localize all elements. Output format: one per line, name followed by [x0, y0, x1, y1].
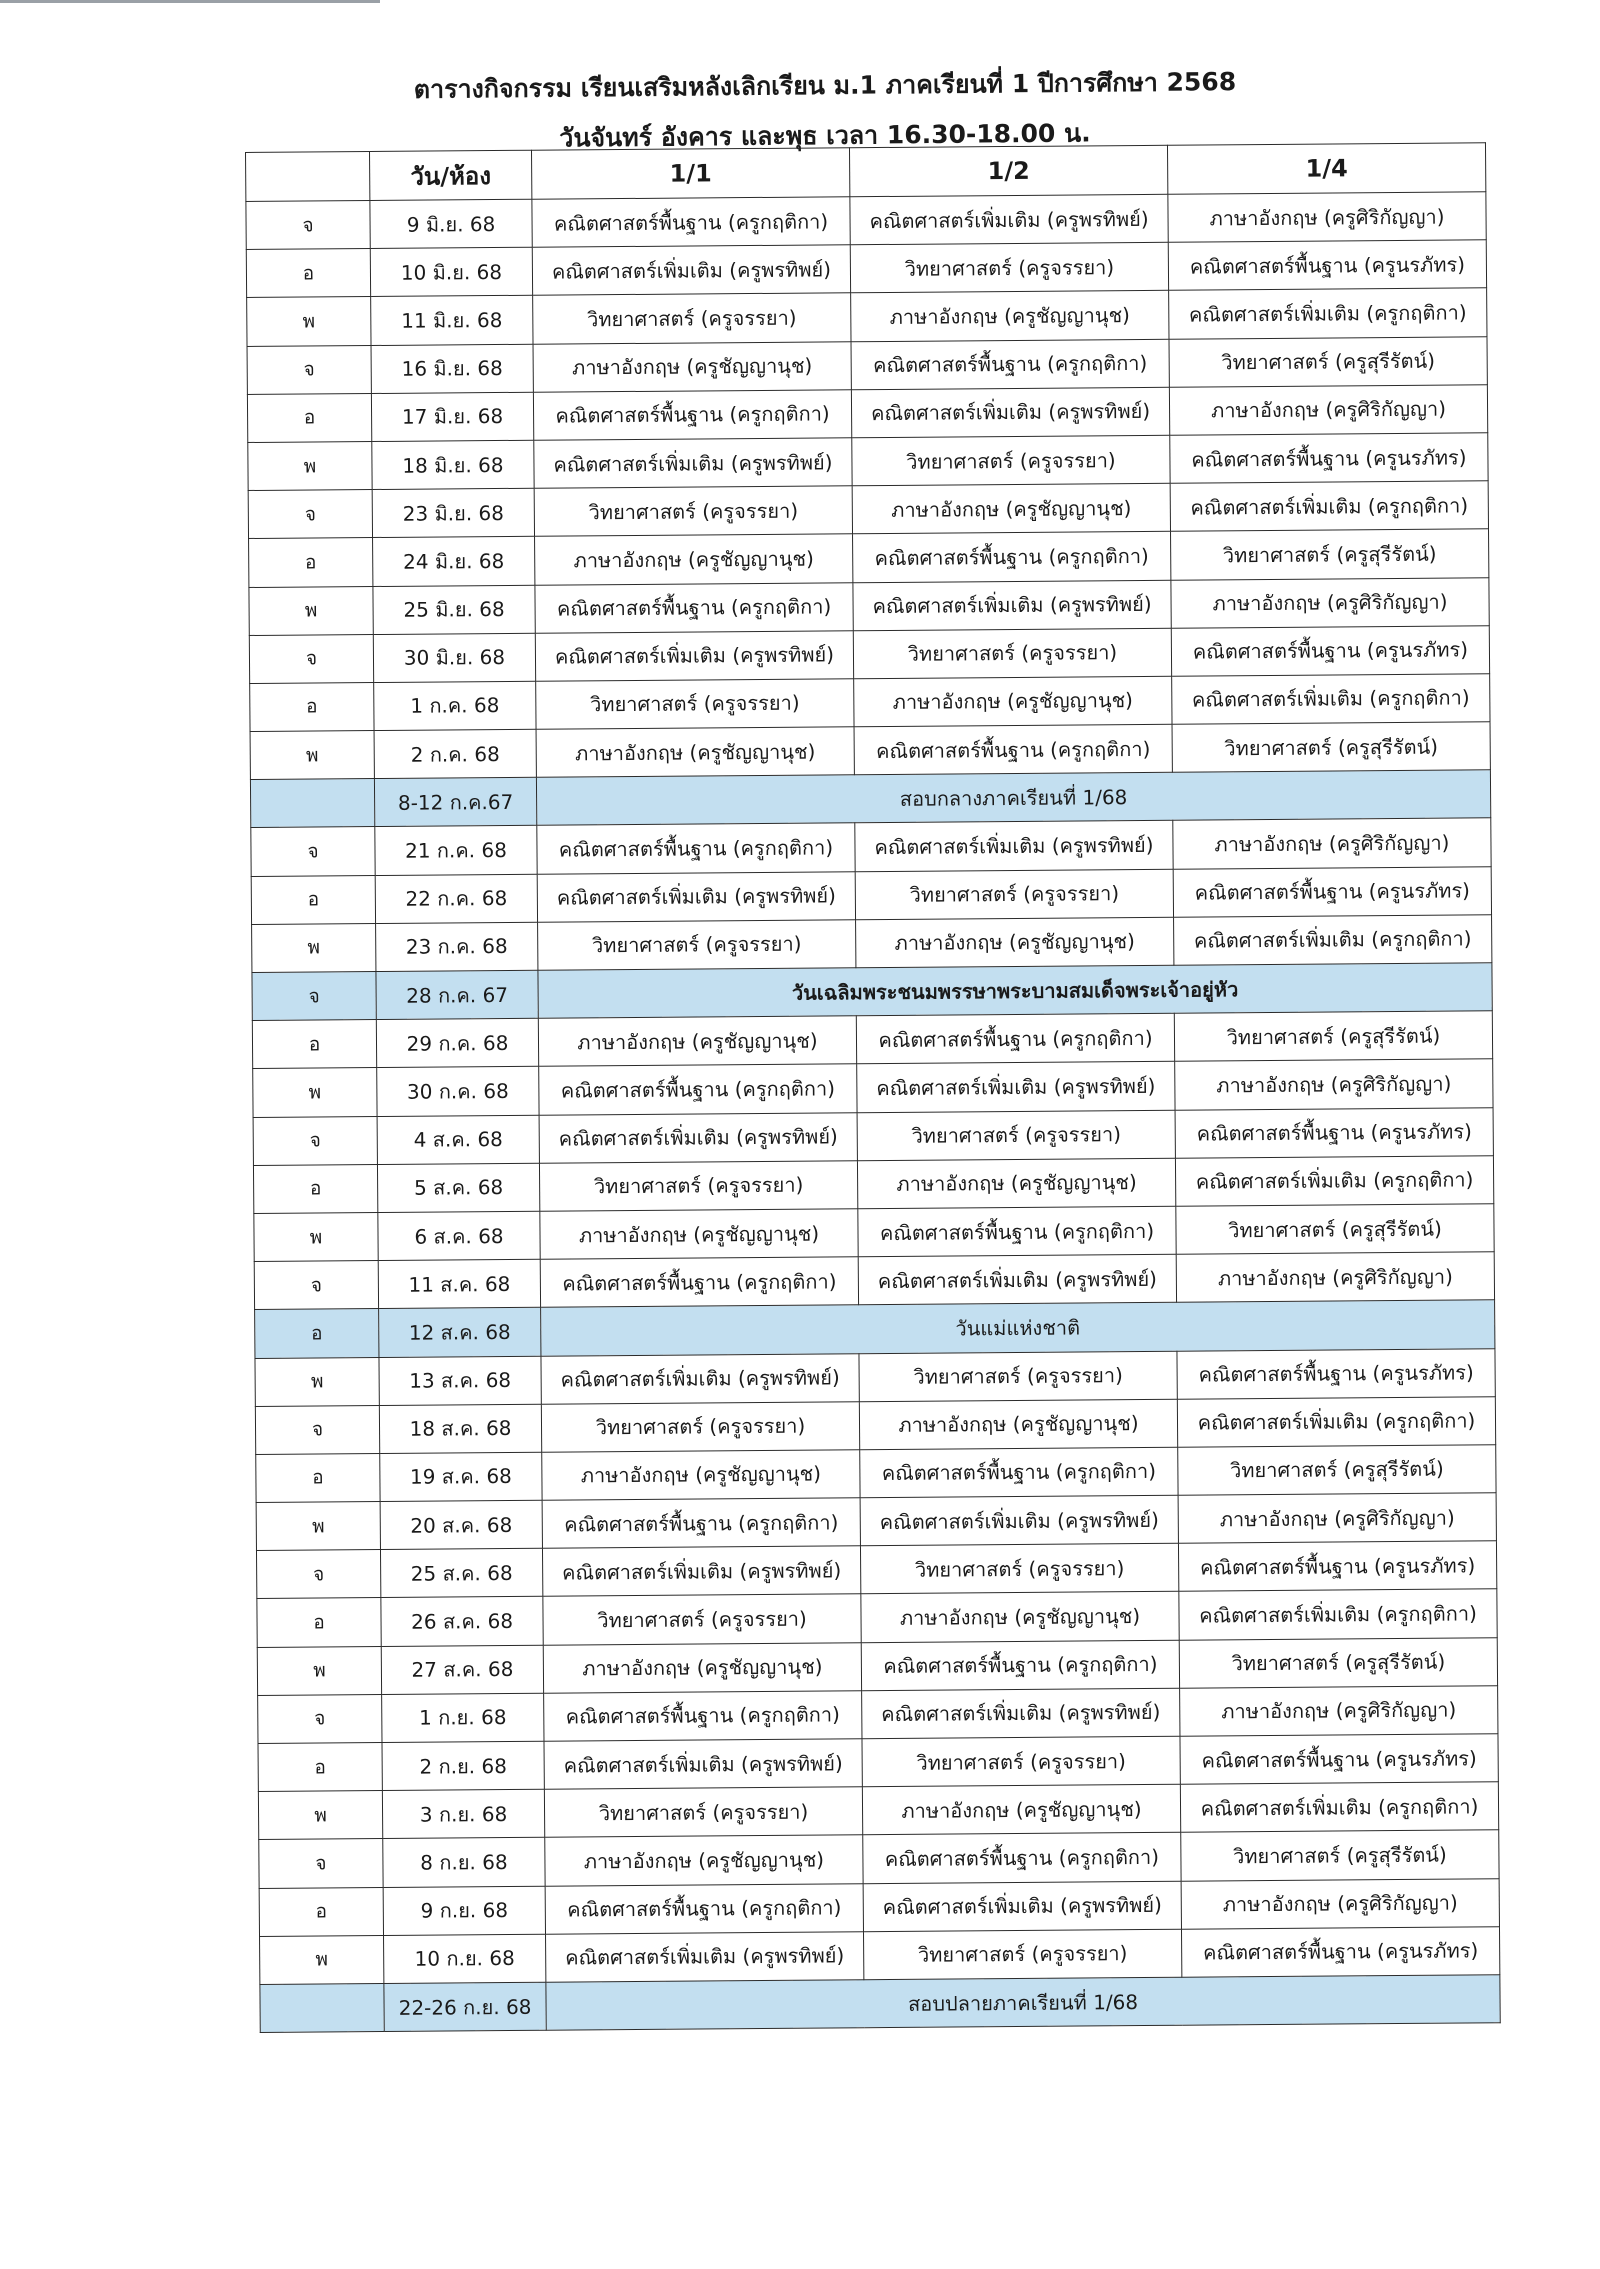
date-cell: 16 มิ.ย. 68	[371, 344, 533, 393]
room-1-2-cell: คณิตศาสตร์พื้นฐาน (ครูกฤติกา)	[851, 339, 1169, 390]
scan-edge-line	[0, 0, 380, 3]
date-cell: 25 มิ.ย. 68	[373, 585, 535, 634]
room-1-1-cell: คณิตศาสตร์เพิ่มเติม (ครูพรทิพย์)	[537, 871, 855, 922]
day-cell: พ	[247, 297, 371, 346]
date-cell: 8-12 ก.ค.67	[374, 777, 536, 826]
room-1-4-cell: วิทยาศาสตร์ (ครูสุรีรัตน์)	[1171, 529, 1489, 580]
date-cell: 23 มิ.ย. 68	[372, 488, 534, 537]
day-cell: พ	[260, 1935, 384, 1984]
room-1-4-cell: วิทยาศาสตร์ (ครูสุรีรัตน์)	[1179, 1637, 1497, 1688]
room-1-1-cell: วิทยาศาสตร์ (ครูจรรยา)	[533, 293, 851, 344]
room-1-2-cell: วิทยาศาสตร์ (ครูจรรยา)	[852, 435, 1170, 486]
room-1-4-cell: ภาษาอังกฤษ (ครูศิริกัญญา)	[1178, 1493, 1496, 1544]
room-1-1-cell: คณิตศาสตร์พื้นฐาน (ครูกฤติกา)	[537, 823, 855, 874]
room-1-4-cell: ภาษาอังกฤษ (ครูศิริกัญญา)	[1168, 192, 1486, 243]
date-cell: 9 มิ.ย. 68	[370, 199, 532, 248]
date-cell: 18 ส.ค. 68	[379, 1404, 541, 1453]
date-cell: 12 ส.ค. 68	[379, 1308, 541, 1357]
room-1-2-cell: วิทยาศาสตร์ (ครูจรรยา)	[857, 1110, 1175, 1161]
day-cell: พ	[249, 586, 373, 635]
room-1-4-cell: คณิตศาสตร์เพิ่มเติม (ครูกฤติกา)	[1179, 1589, 1497, 1640]
day-cell: จ	[253, 1116, 377, 1165]
date-cell: 20 ส.ค. 68	[380, 1500, 542, 1549]
day-cell: พ	[254, 1212, 378, 1261]
day-cell: พ	[253, 1068, 377, 1117]
room-1-1-cell: วิทยาศาสตร์ (ครูจรรยา)	[536, 679, 854, 730]
room-1-1-cell: ภาษาอังกฤษ (ครูชัญญานุช)	[538, 1016, 856, 1067]
day-cell	[260, 1983, 384, 2032]
day-cell: อ	[246, 249, 370, 298]
room-1-4-cell: วิทยาศาสตร์ (ครูสุรีรัตน์)	[1176, 1204, 1494, 1255]
day-cell: จ	[247, 345, 371, 394]
room-1-1-cell: วิทยาศาสตร์ (ครูจรรยา)	[539, 1160, 857, 1211]
room-1-2-cell: คณิตศาสตร์เพิ่มเติม (ครูพรทิพย์)	[853, 580, 1171, 631]
room-1-2-cell: คณิตศาสตร์เพิ่มเติม (ครูพรทิพย์)	[850, 194, 1168, 245]
date-cell: 30 มิ.ย. 68	[373, 633, 535, 682]
room-1-1-cell: คณิตศาสตร์เพิ่มเติม (ครูพรทิพย์)	[535, 630, 853, 681]
room-1-4-cell: คณิตศาสตร์พื้นฐาน (ครูนรภัทร)	[1178, 1541, 1496, 1592]
room-1-1-cell: ภาษาอังกฤษ (ครูชัญญานุช)	[543, 1642, 861, 1693]
day-cell: จ	[254, 1261, 378, 1310]
date-cell: 8 ก.ย. 68	[383, 1838, 545, 1887]
room-1-2-cell: ภาษาอังกฤษ (ครูชัญญานุช)	[851, 291, 1169, 342]
room-1-2-cell: ภาษาอังกฤษ (ครูชัญญานุช)	[862, 1784, 1180, 1835]
room-1-1-cell: คณิตศาสตร์พื้นฐาน (ครูกฤติกา)	[542, 1498, 860, 1549]
room-1-1-cell: ภาษาอังกฤษ (ครูชัญญานุช)	[533, 341, 851, 392]
room-1-1-cell: ภาษาอังกฤษ (ครูชัญญานุช)	[540, 1209, 858, 1260]
room-1-4-cell: คณิตศาสตร์เพิ่มเติม (ครูกฤติกา)	[1169, 288, 1487, 339]
room-1-2-cell: คณิตศาสตร์เพิ่มเติม (ครูพรทิพย์)	[851, 387, 1169, 438]
room-1-1-cell: ภาษาอังกฤษ (ครูชัญญานุช)	[536, 727, 854, 778]
day-cell: จ	[249, 634, 373, 683]
room-1-4-cell: คณิตศาสตร์พื้นฐาน (ครูนรภัทร)	[1171, 625, 1489, 676]
page-subtitle: วันจันทร์ อังคาร และพุธ เวลา 16.30-18.00 น.	[559, 118, 1091, 153]
day-cell: จ	[256, 1550, 380, 1599]
date-cell: 25 ส.ค. 68	[380, 1548, 542, 1597]
day-cell: อ	[247, 393, 371, 442]
room-1-1-cell: วิทยาศาสตร์ (ครูจรรยา)	[543, 1594, 861, 1645]
room-1-2-cell: คณิตศาสตร์พื้นฐาน (ครูกฤติกา)	[853, 532, 1171, 583]
room-1-2-cell: วิทยาศาสตร์ (ครูจรรยา)	[863, 1929, 1181, 1980]
day-cell: พ	[252, 923, 376, 972]
room-1-1-cell: วิทยาศาสตร์ (ครูจรรยา)	[538, 920, 856, 971]
room-1-2-cell: ภาษาอังกฤษ (ครูชัญญานุช)	[857, 1158, 1175, 1209]
room-1-1-cell: คณิตศาสตร์เพิ่มเติม (ครูพรทิพย์)	[534, 438, 852, 489]
room-1-4-cell: คณิตศาสตร์เพิ่มเติม (ครูกฤติกา)	[1170, 481, 1488, 532]
room-1-1-cell: คณิตศาสตร์พื้นฐาน (ครูกฤติกา)	[535, 582, 853, 633]
room-1-1-cell: วิทยาศาสตร์ (ครูจรรยา)	[541, 1401, 859, 1452]
room-1-4-cell: คณิตศาสตร์เพิ่มเติม (ครูกฤติกา)	[1175, 1155, 1493, 1206]
room-1-2-cell: คณิตศาสตร์เพิ่มเติม (ครูพรทิพย์)	[863, 1881, 1181, 1932]
room-1-4-cell: คณิตศาสตร์เพิ่มเติม (ครูกฤติกา)	[1174, 915, 1492, 966]
date-cell: 30 ก.ค. 68	[377, 1067, 539, 1116]
room-1-4-cell: คณิตศาสตร์พื้นฐาน (ครูนรภัทร)	[1180, 1734, 1498, 1785]
day-cell: จ	[259, 1839, 383, 1888]
day-cell: จ	[248, 490, 372, 539]
room-1-1-cell: ภาษาอังกฤษ (ครูชัญญานุช)	[545, 1835, 863, 1886]
room-1-2-cell: คณิตศาสตร์พื้นฐาน (ครูกฤติกา)	[863, 1833, 1181, 1884]
room-1-2-cell: คณิตศาสตร์พื้นฐาน (ครูกฤติกา)	[861, 1640, 1179, 1691]
day-cell: อ	[251, 875, 375, 924]
room-1-2-cell: วิทยาศาสตร์ (ครูจรรยา)	[850, 242, 1168, 293]
date-cell: 11 ส.ค. 68	[378, 1259, 540, 1308]
day-cell: อ	[257, 1598, 381, 1647]
event-note: สอบกลางภาคเรียนที่ 1/68	[536, 770, 1490, 826]
schedule-sheet	[245, 142, 1500, 2033]
day-cell: จ	[246, 201, 370, 250]
room-1-2-cell: คณิตศาสตร์พื้นฐาน (ครูกฤติกา)	[854, 724, 1172, 775]
date-cell: 13 ส.ค. 68	[379, 1356, 541, 1405]
room-1-1-cell: คณิตศาสตร์พื้นฐาน (ครูกฤติกา)	[540, 1257, 858, 1308]
room-1-4-cell: คณิตศาสตร์พื้นฐาน (ครูนรภัทร)	[1175, 1107, 1493, 1158]
room-1-2-cell: วิทยาศาสตร์ (ครูจรรยา)	[853, 628, 1171, 679]
room-1-4-cell: วิทยาศาสตร์ (ครูสุรีรัตน์)	[1178, 1445, 1496, 1496]
date-cell: 27 ส.ค. 68	[381, 1645, 543, 1694]
day-cell: พ	[258, 1791, 382, 1840]
date-cell: 23 ก.ค. 68	[376, 922, 538, 971]
room-1-1-cell: คณิตศาสตร์เพิ่มเติม (ครูพรทิพย์)	[542, 1546, 860, 1597]
date-cell: 2 ก.ย. 68	[382, 1741, 544, 1790]
room-1-4-cell: ภาษาอังกฤษ (ครูศิริกัญญา)	[1181, 1878, 1499, 1929]
header-date: วัน/ห้อง	[370, 150, 532, 200]
date-cell: 19 ส.ค. 68	[380, 1452, 542, 1501]
day-cell: อ	[249, 538, 373, 587]
date-cell: 9 ก.ย. 68	[383, 1886, 545, 1935]
room-1-1-cell: วิทยาศาสตร์ (ครูจรรยา)	[544, 1787, 862, 1838]
room-1-4-cell: ภาษาอังกฤษ (ครูศิริกัญญา)	[1180, 1686, 1498, 1737]
room-1-4-cell: ภาษาอังกฤษ (ครูศิริกัญญา)	[1171, 577, 1489, 628]
date-cell: 26 ส.ค. 68	[381, 1597, 543, 1646]
day-cell: อ	[253, 1164, 377, 1213]
room-1-2-cell: คณิตศาสตร์เพิ่มเติม (ครูพรทิพย์)	[860, 1495, 1178, 1546]
day-cell: จ	[255, 1405, 379, 1454]
room-1-2-cell: ภาษาอังกฤษ (ครูชัญญานุช)	[856, 917, 1174, 968]
room-1-2-cell: คณิตศาสตร์เพิ่มเติม (ครูพรทิพย์)	[862, 1688, 1180, 1739]
day-cell: อ	[250, 682, 374, 731]
room-1-2-cell: วิทยาศาสตร์ (ครูจรรยา)	[855, 869, 1173, 920]
day-cell: จ	[251, 827, 375, 876]
room-1-4-cell: คณิตศาสตร์พื้นฐาน (ครูนรภัทร)	[1170, 433, 1488, 484]
room-1-2-cell: คณิตศาสตร์เพิ่มเติม (ครูพรทิพย์)	[857, 1062, 1175, 1113]
room-1-1-cell: คณิตศาสตร์เพิ่มเติม (ครูพรทิพย์)	[532, 245, 850, 296]
room-1-4-cell: คณิตศาสตร์เพิ่มเติม (ครูกฤติกา)	[1180, 1782, 1498, 1833]
room-1-2-cell: วิทยาศาสตร์ (ครูจรรยา)	[860, 1543, 1178, 1594]
date-cell: 3 ก.ย. 68	[382, 1789, 544, 1838]
room-1-4-cell: ภาษาอังกฤษ (ครูศิริกัญญา)	[1176, 1252, 1494, 1303]
room-1-2-cell: คณิตศาสตร์เพิ่มเติม (ครูพรทิพย์)	[858, 1254, 1176, 1305]
event-note: วันแม่แห่งชาติ	[541, 1300, 1495, 1356]
room-1-4-cell: ภาษาอังกฤษ (ครูศิริกัญญา)	[1173, 818, 1491, 869]
room-1-2-cell: ภาษาอังกฤษ (ครูชัญญานุช)	[861, 1592, 1179, 1643]
room-1-1-cell: คณิตศาสตร์พื้นฐาน (ครูกฤติกา)	[533, 389, 851, 440]
header-day	[246, 152, 370, 202]
room-1-2-cell: ภาษาอังกฤษ (ครูชัญญานุช)	[854, 676, 1172, 727]
page-title: ตารางกิจกรรม เรียนเสริมหลังเลิกเรียน ม.1 ภาคเรียนที่ 1 ปีการศึกษา 2568	[413, 67, 1237, 104]
room-1-2-cell: วิทยาศาสตร์ (ครูจรรยา)	[859, 1351, 1177, 1402]
room-1-1-cell: คณิตศาสตร์พื้นฐาน (ครูกฤติกา)	[545, 1883, 863, 1934]
date-cell: 28 ก.ค. 67	[376, 970, 538, 1019]
room-1-1-cell: คณิตศาสตร์เพิ่มเติม (ครูพรทิพย์)	[546, 1931, 864, 1982]
day-cell: พ	[256, 1502, 380, 1551]
room-1-4-cell: คณิตศาสตร์พื้นฐาน (ครูนรภัทร)	[1173, 866, 1491, 917]
room-1-2-cell: วิทยาศาสตร์ (ครูจรรยา)	[862, 1736, 1180, 1787]
date-cell: 2 ก.ค. 68	[374, 729, 536, 778]
room-1-4-cell: ภาษาอังกฤษ (ครูศิริกัญญา)	[1175, 1059, 1493, 1110]
day-cell: จ	[258, 1694, 382, 1743]
room-1-1-cell: คณิตศาสตร์เพิ่มเติม (ครูพรทิพย์)	[541, 1353, 859, 1404]
room-1-1-cell: ภาษาอังกฤษ (ครูชัญญานุช)	[542, 1450, 860, 1501]
room-1-4-cell: วิทยาศาสตร์ (ครูสุรีรัตน์)	[1181, 1830, 1499, 1881]
date-cell: 10 มิ.ย. 68	[370, 247, 532, 296]
date-cell: 24 มิ.ย. 68	[373, 537, 535, 586]
room-1-1-cell: วิทยาศาสตร์ (ครูจรรยา)	[534, 486, 852, 537]
day-cell: อ	[256, 1453, 380, 1502]
schedule-table	[245, 142, 1501, 2033]
room-1-2-cell: คณิตศาสตร์เพิ่มเติม (ครูพรทิพย์)	[855, 821, 1173, 872]
room-1-1-cell: คณิตศาสตร์เพิ่มเติม (ครูพรทิพย์)	[544, 1739, 862, 1790]
room-1-2-cell: คณิตศาสตร์พื้นฐาน (ครูกฤติกา)	[858, 1206, 1176, 1257]
room-1-4-cell: คณิตศาสตร์พื้นฐาน (ครูนรภัทร)	[1177, 1348, 1495, 1399]
day-cell: อ	[259, 1887, 383, 1936]
room-1-4-cell: วิทยาศาสตร์ (ครูสุรีรัตน์)	[1169, 336, 1487, 387]
day-cell	[250, 779, 374, 828]
date-cell: 21 ก.ค. 68	[375, 826, 537, 875]
event-note: วันเฉลิมพระชนมพรรษาพระบามสมเด็จพระเจ้าอยู่หัว	[538, 963, 1492, 1019]
special-row	[260, 1975, 1500, 2033]
schedule-body	[246, 192, 1500, 2033]
room-1-1-cell: คณิตศาสตร์พื้นฐาน (ครูกฤติกา)	[539, 1064, 857, 1115]
day-cell: จ	[252, 971, 376, 1020]
day-cell: อ	[258, 1742, 382, 1791]
room-1-2-cell: ภาษาอังกฤษ (ครูชัญญานุช)	[859, 1399, 1177, 1450]
date-cell: 6 ส.ค. 68	[378, 1211, 540, 1260]
date-cell: 11 มิ.ย. 68	[371, 296, 533, 345]
header-room-1-4: 1/4	[1167, 143, 1485, 194]
room-1-2-cell: คณิตศาสตร์พื้นฐาน (ครูกฤติกา)	[860, 1447, 1178, 1498]
room-1-4-cell: วิทยาศาสตร์ (ครูสุรีรัตน์)	[1174, 1011, 1492, 1062]
day-cell: พ	[255, 1357, 379, 1406]
date-cell: 10 ก.ย. 68	[384, 1934, 546, 1983]
date-cell: 1 ก.ย. 68	[382, 1693, 544, 1742]
day-cell: พ	[248, 441, 372, 490]
date-cell: 22 ก.ค. 68	[375, 874, 537, 923]
room-1-1-cell: ภาษาอังกฤษ (ครูชัญญานุช)	[535, 534, 853, 585]
room-1-4-cell: ภาษาอังกฤษ (ครูศิริกัญญา)	[1169, 384, 1487, 435]
date-cell: 29 ก.ค. 68	[376, 1018, 538, 1067]
date-cell: 5 ส.ค. 68	[377, 1163, 539, 1212]
room-1-2-cell: ภาษาอังกฤษ (ครูชัญญานุช)	[852, 483, 1170, 534]
header-room-1-2: 1/2	[849, 145, 1167, 196]
day-cell: พ	[257, 1646, 381, 1695]
room-1-2-cell: คณิตศาสตร์พื้นฐาน (ครูกฤติกา)	[856, 1013, 1174, 1064]
event-note: สอบปลายภาคเรียนที่ 1/68	[546, 1975, 1500, 2031]
room-1-4-cell: คณิตศาสตร์เพิ่มเติม (ครูกฤติกา)	[1172, 674, 1490, 725]
room-1-4-cell: วิทยาศาสตร์ (ครูสุรีรัตน์)	[1172, 722, 1490, 773]
day-cell: พ	[250, 731, 374, 780]
date-cell: 18 มิ.ย. 68	[372, 440, 534, 489]
date-cell: 17 มิ.ย. 68	[371, 392, 533, 441]
room-1-4-cell: คณิตศาสตร์พื้นฐาน (ครูนรภัทร)	[1181, 1926, 1499, 1977]
header-room-1-1: 1/1	[531, 148, 849, 199]
room-1-4-cell: คณิตศาสตร์เพิ่มเติม (ครูกฤติกา)	[1177, 1396, 1495, 1447]
date-cell: 22-26 ก.ย. 68	[384, 1982, 546, 2031]
room-1-1-cell: คณิตศาสตร์เพิ่มเติม (ครูพรทิพย์)	[539, 1112, 857, 1163]
date-cell: 4 ส.ค. 68	[377, 1115, 539, 1164]
room-1-1-cell: คณิตศาสตร์พื้นฐาน (ครูกฤติกา)	[544, 1691, 862, 1742]
room-1-1-cell: คณิตศาสตร์พื้นฐาน (ครูกฤติกา)	[532, 197, 850, 248]
day-cell: อ	[252, 1020, 376, 1069]
room-1-4-cell: คณิตศาสตร์พื้นฐาน (ครูนรภัทร)	[1168, 240, 1486, 291]
day-cell: อ	[255, 1309, 379, 1358]
date-cell: 1 ก.ค. 68	[374, 681, 536, 730]
